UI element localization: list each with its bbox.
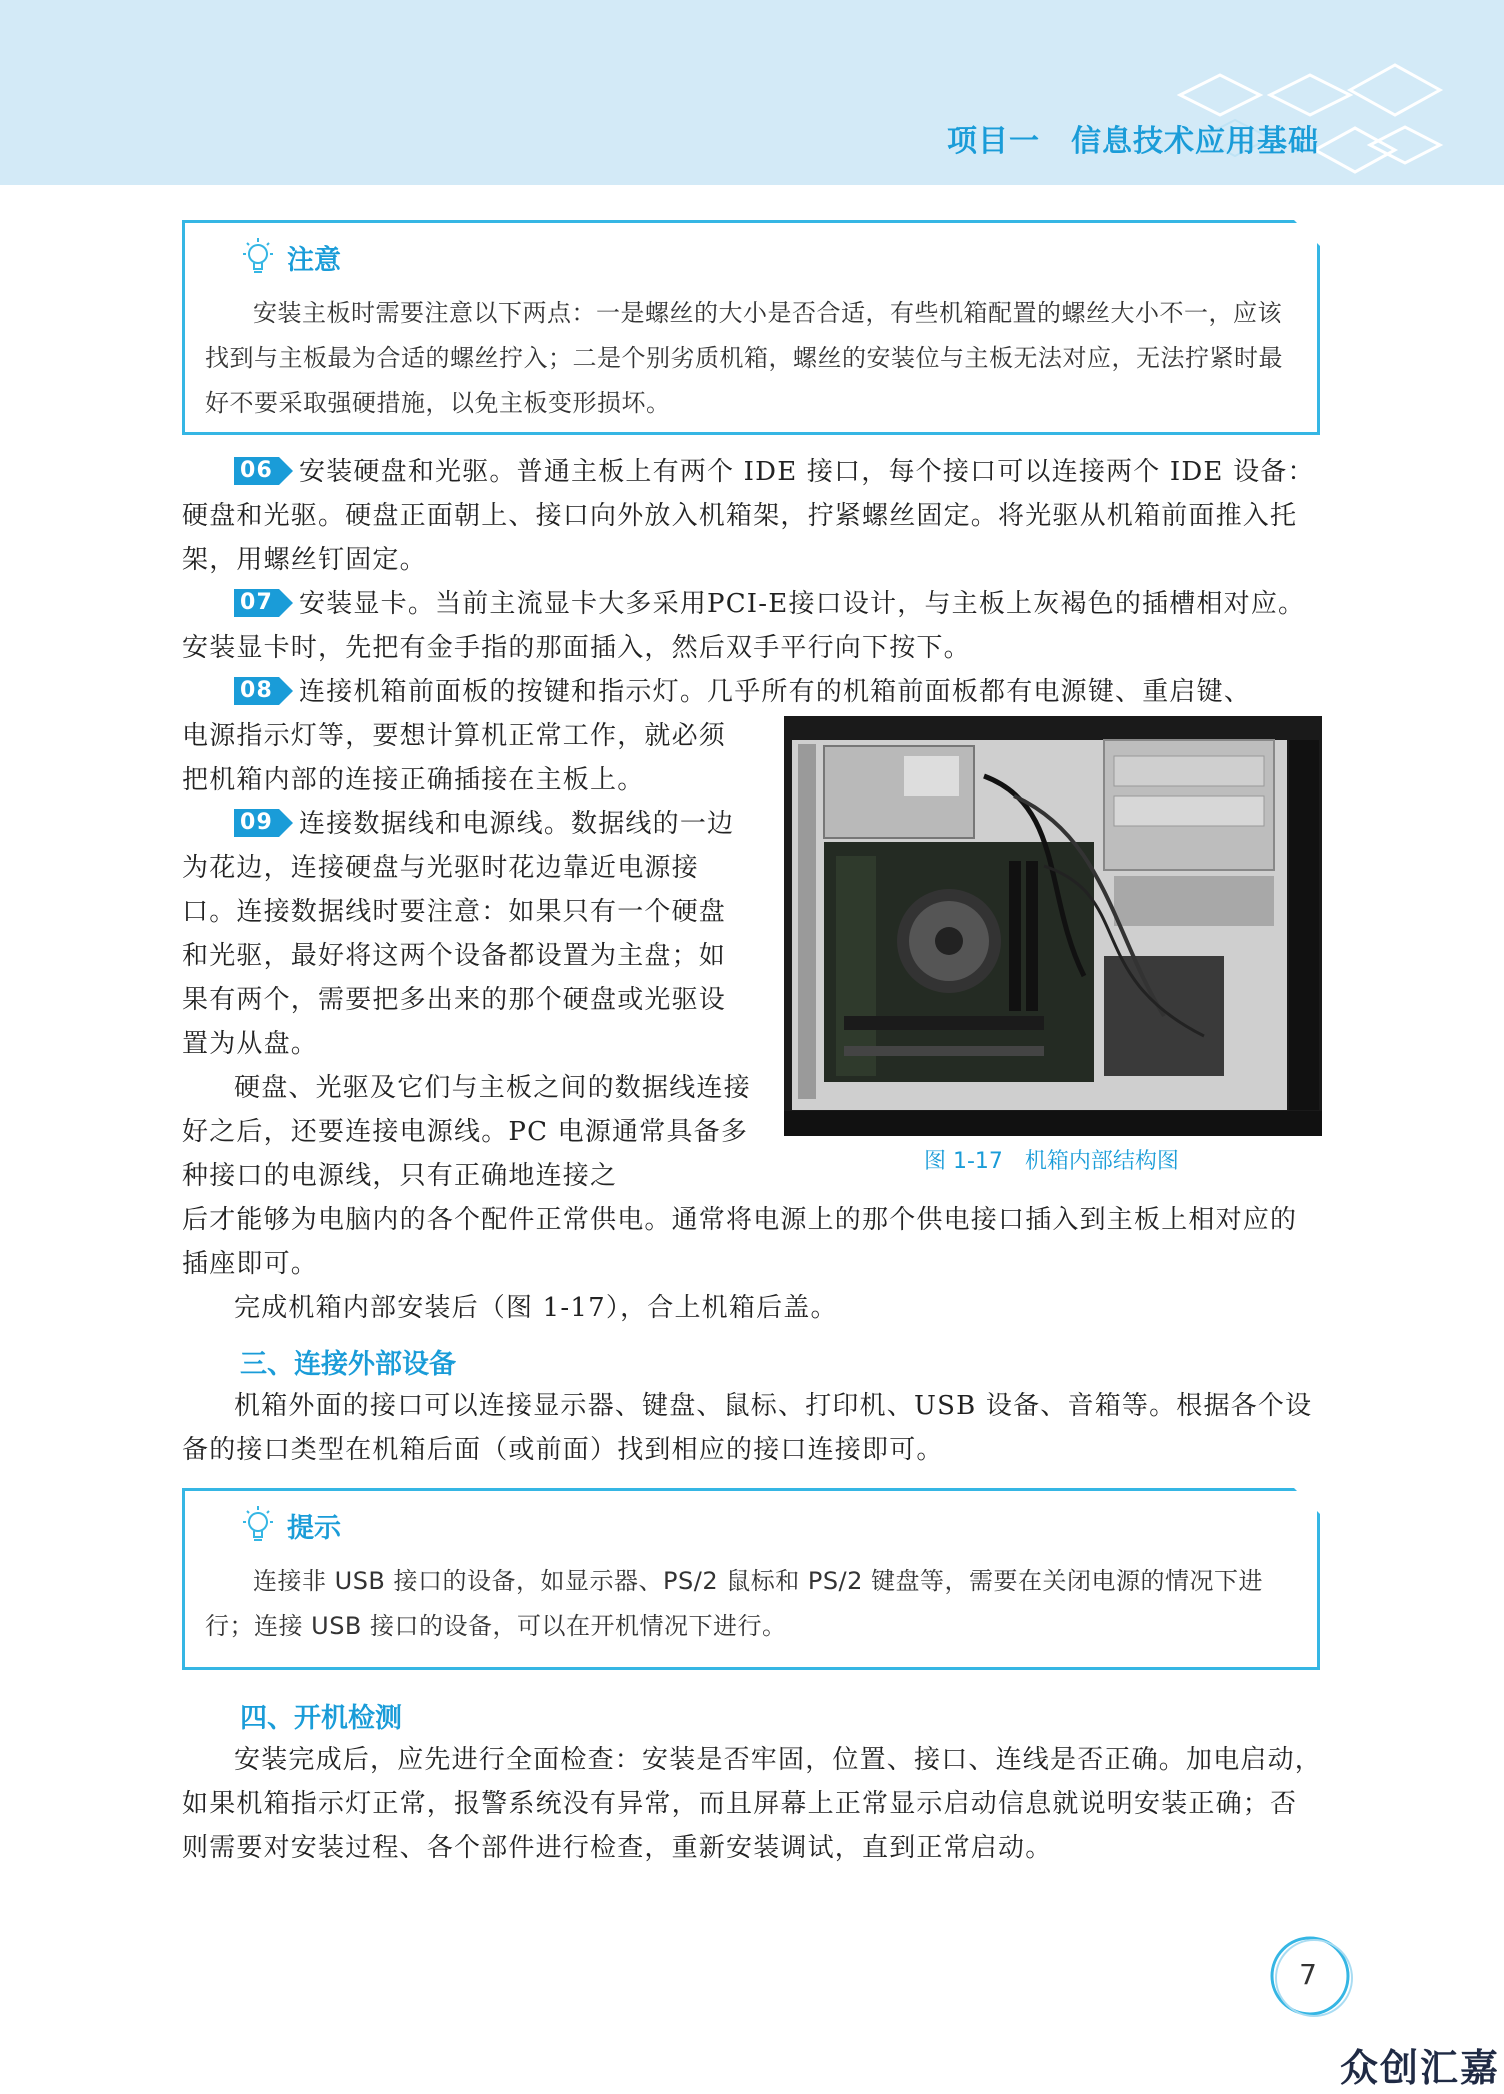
note-header bbox=[237, 237, 341, 277]
step-08-text-line1: 连接机箱前面板的按键和指示灯。几乎所有的机箱前面板都有电源键、重启键、 bbox=[299, 677, 1252, 707]
section-4-paragraph: 安装完成后，应先进行全面检查：安装是否牢固，位置、接口、连线是否正确。加电启动，如果机箱指示灯正常，报警系统没有异常，而且屏幕上正常显示启动信息就说明安装正确；否则需要对安装过程、各个部件进行检查，重新安装调试，直到正常启动。 bbox=[182, 1745, 1323, 1863]
step-07-text: 安装显卡。当前主流显卡大多采用PCI-E接口设计，与主板上灰褐色的插槽相对应。安装显卡时，先把有金手指的那面插入，然后双手平行向下按下。 bbox=[182, 589, 1306, 663]
step-number-badge: 09 bbox=[234, 809, 279, 837]
note-corner bbox=[1294, 220, 1320, 246]
note-header bbox=[237, 1505, 341, 1545]
step-number-badge: 06 bbox=[234, 457, 279, 485]
step-07-paragraph bbox=[182, 582, 1322, 670]
note-title: 注意 bbox=[287, 244, 341, 276]
watermark-logo: 众创汇嘉 bbox=[1339, 2046, 1500, 2090]
step-09-text: 连接数据线和电源线。数据线的一边为花边，连接硬盘与光驱时花边靠近电源接口。连接数据线时要注意：如果只有一个硬盘和光驱，最好将这两个设备都设置为主盘；如果有两个，需要把多出来的那个硬盘或光驱设置为从盘。 bbox=[182, 809, 735, 1059]
note-box-attention bbox=[182, 220, 1320, 435]
power-paragraph-narrow: 硬盘、光驱及它们与主板之间的数据线连接好之后，还要连接电源线。PC 电源通常具备多种接口的电源线，只有正确地连接之 bbox=[182, 1073, 751, 1191]
note-title: 提示 bbox=[287, 1512, 341, 1544]
power-paragraph-wide: 后才能够为电脑内的各个配件正常供电。通常将电源上的那个供电接口插入到主板上相对应的插座即可。 bbox=[182, 1205, 1298, 1279]
step-09-paragraph bbox=[182, 802, 752, 1066]
figure-caption: 图 1-17 机箱内部结构图 bbox=[924, 1149, 1179, 1174]
step-06-paragraph bbox=[182, 450, 1322, 582]
note-corner bbox=[1294, 1488, 1320, 1514]
step-08-paragraph bbox=[182, 670, 1322, 714]
section-3-paragraph: 机箱外面的接口可以连接显示器、键盘、鼠标、打印机、USB 设备、音箱等。根据各个设备的接口类型在机箱后面（或前面）找到相应的接口连接即可。 bbox=[182, 1391, 1313, 1465]
diamond-decoration-icon bbox=[1140, 50, 1480, 180]
note-text: 连接非 USB 接口的设备，如显示器、PS/2 鼠标和 PS/2 键盘等，需要在关闭电源的情况下进行；连接 USB 接口的设备，可以在开机情况下进行。 bbox=[205, 1567, 1264, 1640]
chapter-title: 项目一 信息技术应用基础 bbox=[947, 124, 1319, 159]
step-number-badge: 08 bbox=[234, 677, 279, 705]
pc-case-interior-image bbox=[784, 716, 1322, 1136]
note-text: 安装主板时需要注意以下两点：一是螺丝的大小是否合适，有些机箱配置的螺丝大小不一，应该找到与主板最为合适的螺丝拧入；二是个别劣质机箱，螺丝的安装位与主板无法对应，无法拧紧时最好不要采取强硬措施，以免主板变形损坏。 bbox=[205, 299, 1283, 417]
page-header bbox=[0, 0, 1504, 185]
step-number-badge: 07 bbox=[234, 589, 279, 617]
section-4-heading: 四、开机检测 bbox=[240, 1703, 402, 1734]
done-paragraph: 完成机箱内部安装后（图 1-17），合上机箱后盖。 bbox=[234, 1293, 838, 1323]
page-number-badge bbox=[1268, 1934, 1356, 2022]
pc-case-interior-photo bbox=[784, 716, 1322, 1136]
page-number: 7 bbox=[1299, 1958, 1317, 1991]
step-08-continued: 电源指示灯等，要想计算机正常工作，就必须把机箱内部的连接正确插接在主板上。 bbox=[182, 721, 727, 795]
section-3-heading: 三、连接外部设备 bbox=[240, 1349, 456, 1380]
step-06-text: 安装硬盘和光驱。普通主板上有两个 IDE 接口，每个接口可以连接两个 IDE 设备：硬盘和光驱。硬盘正面朝上、接口向外放入机箱架，拧紧螺丝固定。将光驱从机箱前面推入托架，用螺丝钉固定。 bbox=[182, 457, 1315, 575]
lightbulb-icon bbox=[237, 236, 279, 278]
lightbulb-icon bbox=[237, 1504, 279, 1546]
note-box-tip bbox=[182, 1488, 1320, 1670]
